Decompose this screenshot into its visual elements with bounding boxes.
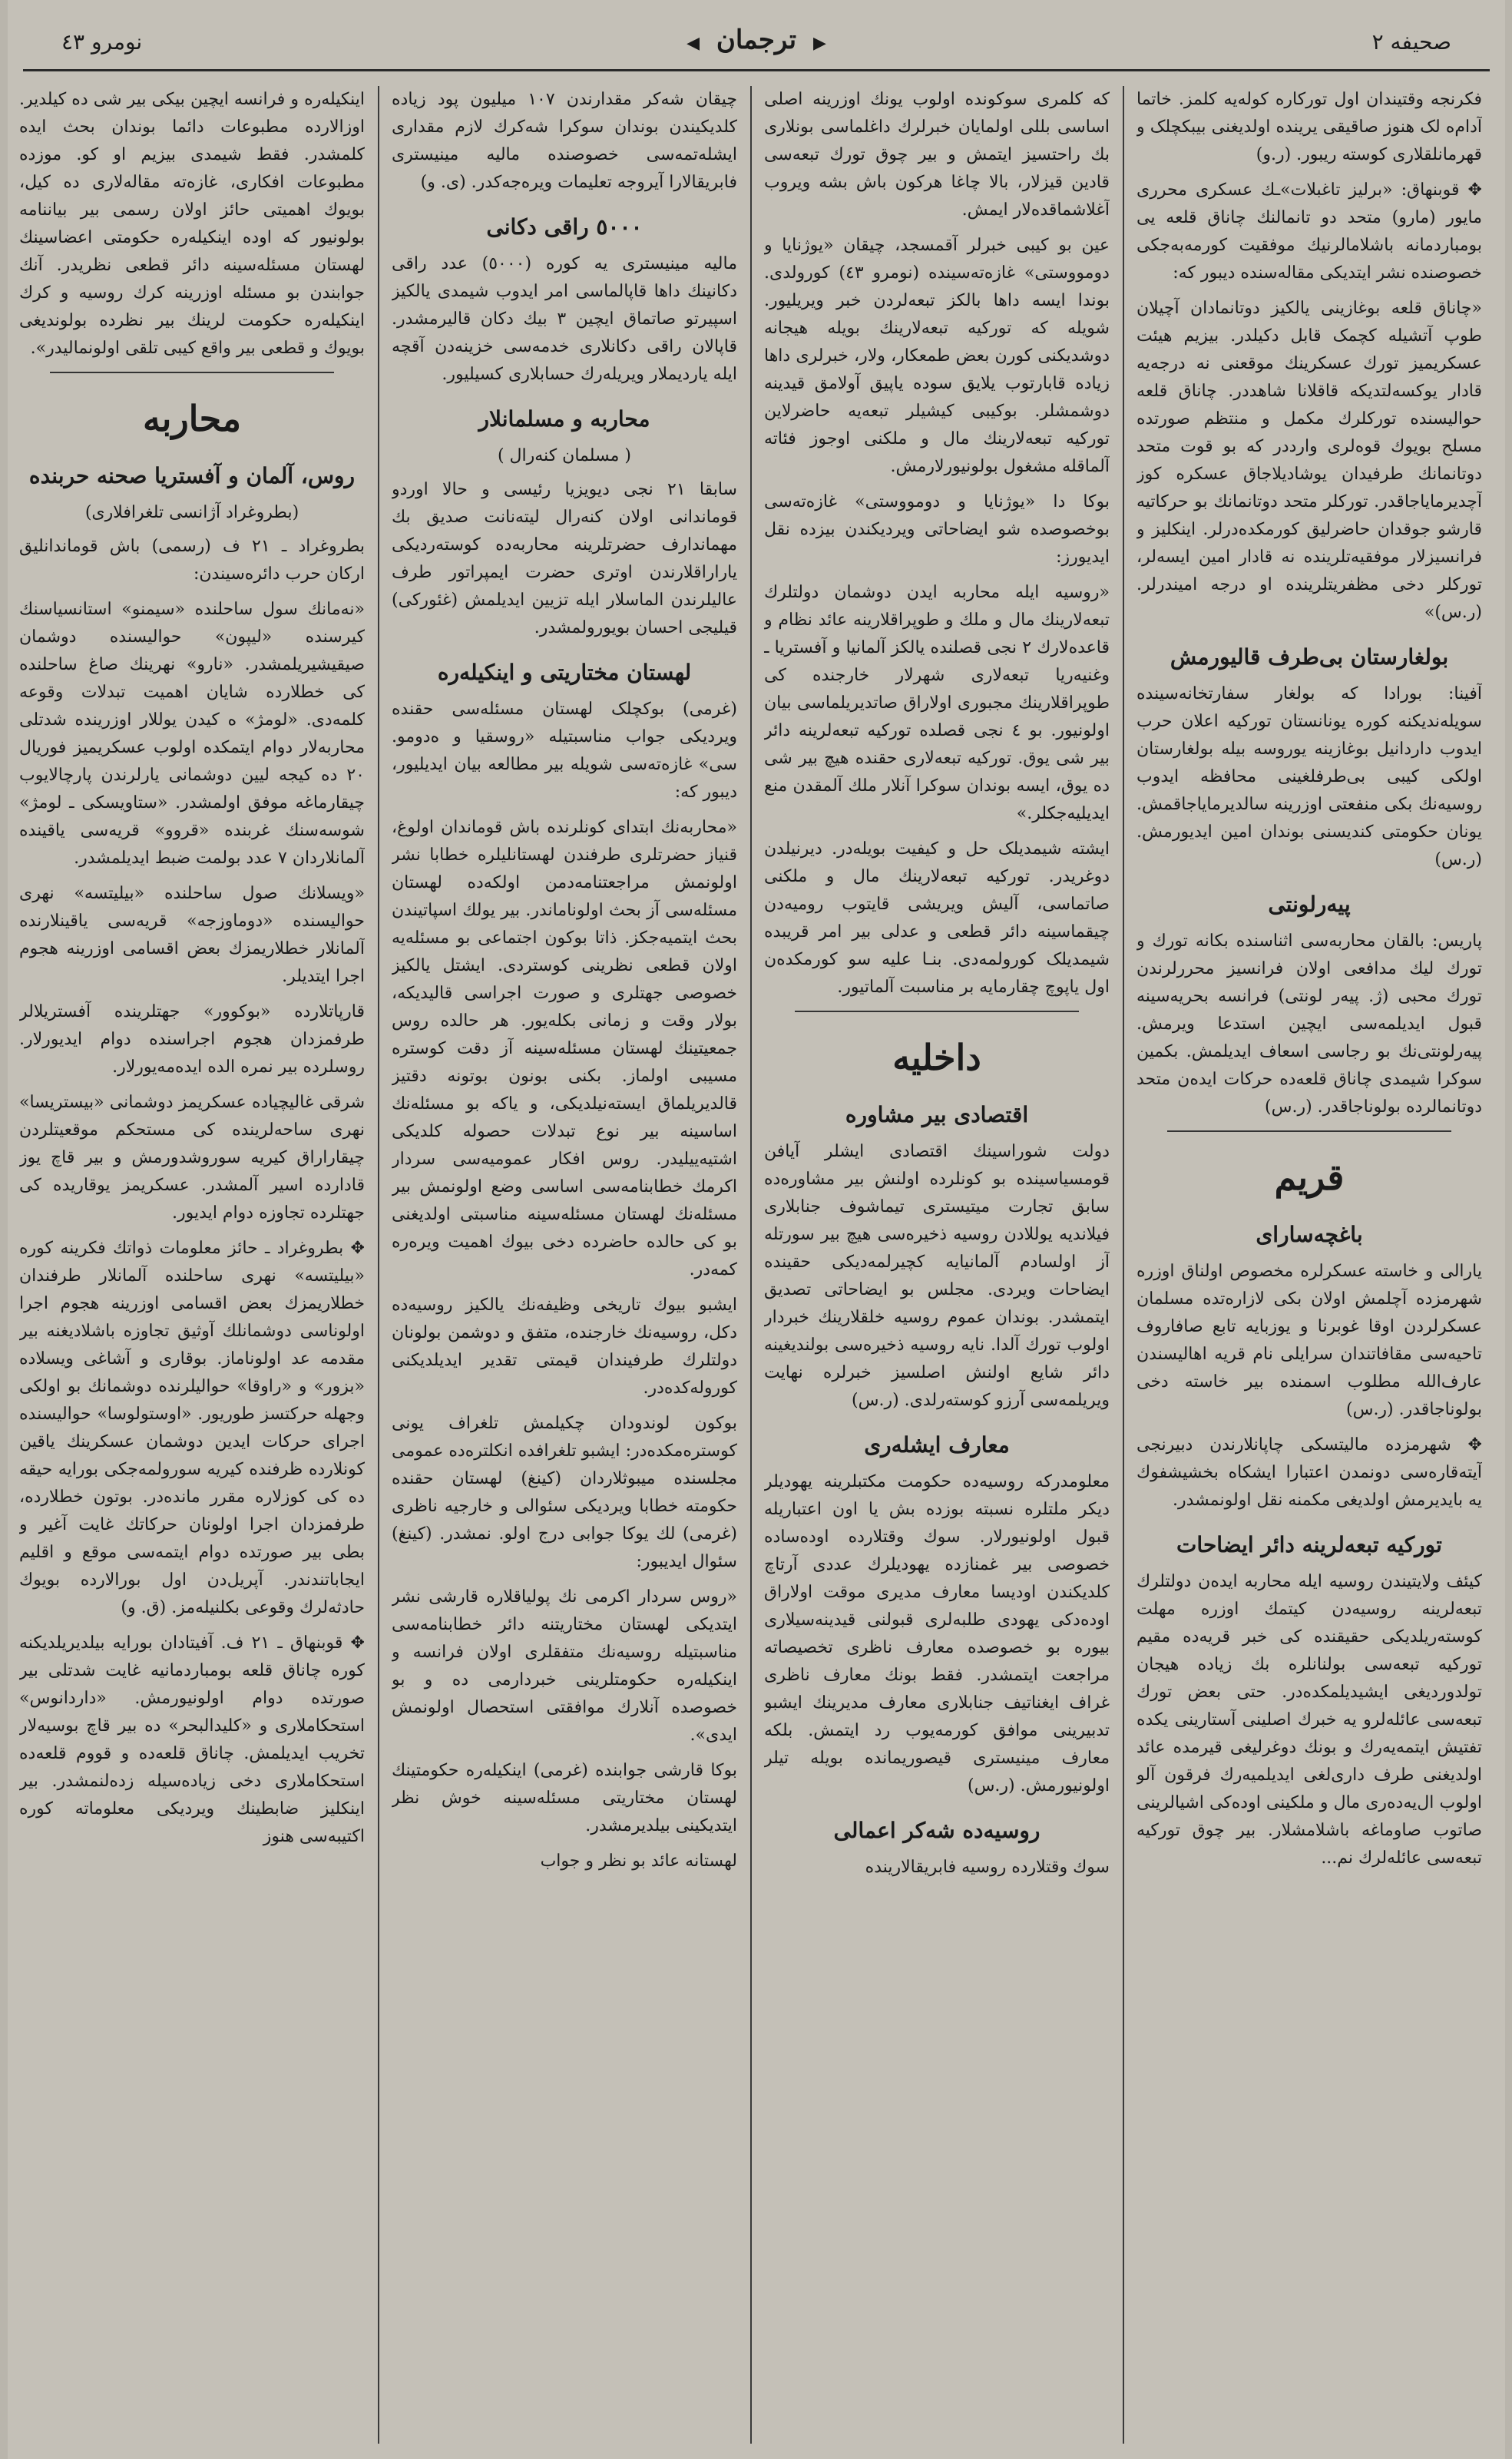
article-paragraph [1136,177,1482,287]
article-paragraph [392,1584,737,1749]
text: اقتصادی بیر مشاوره [845,1102,1029,1127]
text: بطروغراد ـ حائز معلومات ذواتك فکرینه کوره «بیلیتسه» نهری ساحلنده آلمانلار طرفندان خطلاریمزك بعض اقسامی اوزرینه هجوم اجرا اولوناسی دوشمانلك آوثیق تجاوزه باشلادیغنه بیر مقدمه عد اولوناماز. بوقاری و آشاغی ویسلاده «بزور» و «راوقا» حوالیلرنده دوشمانك بو اولکی وجهله حرکتسز طوریور. «اوستولوسا» حوالیسنده اجرای حرکات ایدین دوشمان عسکرینك یاقین کونلارده ظرفنده کیریه سورولمه‌جکی بورایه حیقه ده کی کوزلاره مقرر مانده‌در. بوتون خطلارده، طرفمزدان اجرا اولونان حرکاتك غایت آغیر و بطی بیر صورتده دوام ایتمه‌سی موقع و اقلیم ایجاباتندندر. آپریل‌دن اول بورالارده بویوك حادثه‌لرك وقوعی بکلنیله‌مز. (ق. و) [19,1239,365,1617]
text: ٥۰۰۰ راقی دکانی [486,214,643,240]
text: ایشبو بیوك تاریخی وظیفه‌نك یالکیز روسیه‌ده دکل، روسیه‌نك خارجنده، متفق و دوشمن بولونان دولتلرك طرفیندان قیمتی تقدیر ایدیلدیکنی کوروله‌کده‌در. [392,1296,737,1398]
text: بولغارستان بی‌طرف قالیورمش [1170,644,1449,670]
newspaper-page [8,0,1505,2459]
column-3 [392,86,737,2444]
text: یارالی و خاسته عسکرلره مخصوص اولناق اوزره شهرمزده آچلمش اولان بکی لازاره‌تده مسلمان عسکرلردن اوقا غوبرنا و یوزبایه تابع صافاروف تاحیه‌سی مقافاتندان سرایلی نام قریه اهالیسندن عارف‌الله مطلوب اسمنده بیر خاسته دخی بولوناجاقدر. (ر.س) [1136,1262,1482,1419]
article-headline [1136,888,1482,922]
text: قریم [1274,1157,1345,1198]
text: روسیه‌ده شه‌کر اعمالی [833,1818,1041,1843]
text: دولت شوراسینك اقتصادی ایشلر آیافن قومسیاسینده بو کونلرده اولنش بیر مشاوره‌ده سابق تجارت میتیستری تیماشوف جنابلاری فیلاندیه یوللادن روسیه ذخیره‌سی هیچ بیر سورتله آز اولسادم آلمانیایه کچیرلمه‌دیکی حقینده ایضاحات ویردی. مجلس بو ایضاحاتی تصدیق ایتمشدر. بوندان عموم روسیه خلقلارینك خبردار اولوب تورك آلدا. نایه روسیه ذخیره‌سی بولندیغینه دائر شایع اولنش اصلسیز خبرلره نهایت ویریلمه‌سی آرزو کوسته‌رلدی. (ر.س) [764,1142,1110,1410]
article-paragraph [19,1630,365,1851]
section-title [764,1031,1110,1084]
article-headline [392,402,737,436]
text: قارپاتلارده «بوکوور» جهتلرینده آفستریلالر طرفمزدان هجوم اجراسنده دوام ایدیورلار. روسلرده بیر نمره الده ایده‌مه‌یورلار. [19,1002,365,1077]
article-paragraph [392,1757,737,1840]
text: بوکون لوندودان چکیلمش تلغراف یونی کوستره‌مکده‌در: ایشبو تلغرافده انکلتره‌ده عمومی مجلسنده میبوثلاردان (کینغ) لهستان حقنده حکومته خطابا ویردیکی سئوالی و خارجیه ناظری (غرمی) لك یوکا جوابی درج اولو. نمشدر. (کینغ) سئوال ایدیبور: [392,1414,737,1571]
section-separator [1167,1130,1451,1132]
article-subheading [19,499,365,527]
text: که کلمری سوکونده اولوب یونك اوزرینه اصلی اساسی بللی اولمایان خبرلرك داغلماسی بونلاری بك راحتسیز ایتمش و بیر چوق تورك تبعه‌سی قادین قیزلار، بالا چاغا هرکون باش بشه ویروب آغلاشماقده‌لار ایمش. [764,90,1110,220]
text: عین بو کیبی خبرلر آقمسجد، چیقان «یوژنایا و دومووستی» غازه‌ته‌سینده (نومرو ٤۳) کورولدی. بوندا ایسه داها بالکز تبعه‌لردن خبر ویریلیور. شویله که تورکیه تبعه‌لارینك بویله هیجانه دوشدیکنی کورن بعض طمعکار، ولار، خبرلری داها زیاده قابارتوب یلایق سوده یاپیق آولامق قیدینه دوشمشلر. بوکیبی کیشیلر تبعه‌یه حاضرلاین تورکیه تبعه‌لارینك مال و ملکنی اوجوز فئاته آلماقله مشغول بولونیورلارمش. [764,236,1110,476]
column-1 [1136,86,1482,2444]
text: سابقا ۲۱ نجی دیویزیا رئیسی و حالا اوردو قوماندانی اولان کنه‌رال لیته‌نانت صدیق بك مهماندارف حضرتلرینه محاربه‌ده کوسته‌ردیکی یاراراقلارندن اوتری حضرت ایمپراتور طرف عالیلرندن الماسلار ایله تزیین ایدیلمش (غئورکی) قیلیجی احسان بویورولمشدر. [392,480,737,637]
article-paragraph [1136,1568,1482,1872]
issue-number: نومرو ٤۳ [61,29,143,55]
text: سوك وقتلارده روسیه فابریقالارینده [865,1858,1110,1877]
article-paragraph [392,250,737,389]
page-number: صحیفه ۲ [1371,29,1451,55]
bullet-star-icon: ✥ [1451,1435,1482,1455]
article-paragraph [764,232,1110,481]
article-paragraph [764,836,1110,1001]
article-paragraph [764,1138,1110,1415]
article-paragraph [392,1410,737,1576]
text: لهستان مختاریتی و اینکیله‌ره [437,660,692,685]
article-paragraph [764,1468,1110,1800]
article-paragraph [19,596,365,872]
column-divider [750,86,752,2444]
text: بوکا قارشی جوابنده (غرمی) اینکیله‌ره حکومتینك لهستان مختاریتی مسئله‌سینه خوش نظر ایتدیکینی بیلدیرمشدر. [392,1761,737,1835]
article-paragraph [19,880,365,991]
section-separator [50,372,334,373]
article-paragraph [764,579,1110,828]
article-paragraph [392,696,737,806]
article-paragraph [1136,680,1482,874]
article-paragraph [19,1089,365,1227]
text: محاربه [142,398,242,439]
article-subheading [392,442,737,470]
text: «نه‌مانك سول ساحلنده «سیمنو» استانسیاسنك کیرسنده «لیپون» حوالیسنده دوشمان صیقیشیریلمشدر. «نارو» نهرینك صاغ ساحلنده کی خطلارده شایان اهمیت تبدلات وقوعه کلمه‌دی. «لومژ» ه کیدن یوللار اوزرینده شدتلی محاربه‌لار دوام ایتمکده اولوب عسکریمیز فوریال ۲۰ ده کیجه لیین دوشمانی یارلرندن پارچالایوب چیقارماغه موفق اولمشدر. «ستاویسکی ـ لومژ» شوسه‌سنك غربنده «قروو» قریه‌سی یاقینده آلمانلاردان ۷ عدد بولمت ضبط ایدیلمشدر. [19,600,365,868]
article-paragraph [1136,1431,1482,1514]
article-headline [1136,1218,1482,1252]
text: آفینا: بورادا که بولغار سفارتخانه‌سینده سویله‌ندیکنه کوره یونانستان تورکیه اعلان حرب ایدوب داردانیل بوغازینه یوروسه بیله بولغارستان اولکی کیبی بی‌طرفلغینی محافظه ایدوب روسیه‌نك بکی منفعتی اوزرینه سالدیرمایاجاقمش. یونان حکومتی کندیسنی بوندان امین ایدیورمش. (ر.س) [1136,684,1482,869]
text: شرقی غالیچیاده عسکریمز دوشمانی «بیستریسا» نهری ساحه‌لرینده کی مستحکم موقعیتلردن چیقاراراق کیریه سوروشدورمش و بیر قاچ یوز قادارده اسیر آلمشدر. عسکریمز یوقاریده کی جهتلرده تجاوزه دوام ایدیور. [19,1093,365,1223]
article-paragraph [19,1235,365,1622]
text: شهرمزده مالیتسکی چاپانلارندن دبیرنجی آیته‌قاره‌سی دونمدن اعتبارا ایشکاه بخشیشفوك یه بایدیرمش اولدیغی مکمنه نقل اولونمشدر. [1136,1435,1482,1510]
text: پاریس: بالقان محاربه‌سی اثناسنده بکانه تورك و تورك لیك مدافعی اولان فرانسیز محررلرندن تورك محبی (ژ. پیه‌ر لونتی) فرانسه بحریه‌سینه قبول ایدیلمه‌سی ایچین استدعا ویرمش. پیه‌رلونتی‌نك بو رجاسی اسعاف ایدیلمش. بکمین سوکرا شیمدی چاناق قلعه‌ده حرکات ایده‌ن متحد دوتانمالرده بولوناجاقدر. (ر.س) [1136,932,1482,1117]
article-paragraph [19,86,365,362]
column-divider [378,86,379,2444]
column-4 [19,86,365,2444]
article-paragraph [19,998,365,1081]
text: بوکا دا «یوژنایا و دومووستی» غازه‌ته‌سی بوخصوصده شو ایضاحاتی ویردیکندن بیزده نقل ایدیورز: [764,492,1110,567]
text: پیه‌رلونتی [1268,892,1351,917]
article-paragraph [392,814,737,1284]
article-headline [1136,1528,1482,1562]
article-paragraph [392,476,737,642]
article-paragraph [764,86,1110,224]
column-2 [764,86,1110,2444]
text: قوبنهاق: «برلیز تاغبلات»ـك عسکری محرری مایور (مارو) متحد دو تانمالنك چاناق قلعه یی بومباردمانه باشلامالرنیك موفقیت کورمه‌به‌جکی خصوصنده نشر ایتدیکی مقاله‌سنده دیبور که: [1136,180,1482,283]
text: محاربه و مسلمانلار [478,406,650,432]
text: (غرمی) بوکچلک لهستان مسئله‌سی حقنده ویردیکی جواب مناسبتیله «روسقیا و ه‌دومو. سی» غازه‌ته‌سی شویله بیر مطالعه بیان ایدیلیور، دیبور که: [392,700,737,802]
section-title [1136,1150,1482,1204]
article-paragraph [1136,295,1482,627]
pointer-right-icon: ▶ [812,34,826,53]
column-divider [1123,86,1124,2444]
section-separator [795,1011,1079,1012]
article-headline [764,1098,1110,1132]
text: اینکیله‌ره و فرانسه ایچین بیکی بیر شی ده کیلدیر. اوزالارده مطبوعات دائما بوندان بحث ایده کلمشدر. فقط شیمدی بیزیم او کو. موزده مطبوعات افکاری، غازه‌ته مقاله‌لاری ده کیل، بویوك اهمیتی حائز اولان رسمی بیر بیاننامه بولونیور که اوده اینکیله‌ره حکومتی اعضاسینك لهستان مسئله‌سینه دائر قطعی نظریدر. آنك جوابندن بو مسئله اوزرینه کرك روسیه و کرك اینکیله‌ره حکومت لرینك بیر نظرده بولوندیغی بویوك و قطعی بیر واقع کیبی تلقی اولونمالیدر». [19,90,365,358]
text: معلومدرکه روسیه‌ده حکومت مکتبلرینه یهودیلر دیکر ملتلره نسبته بوزده بش یا اون اعتباریله قبول اولونیورلار. سوك وقتلارده اوده‌ساده خصوصی بیر غمنازده یهودیلرك عددی آرتاچ کلدیکندن اودیسا معارف مدیری موقت اولاراق اوده‌دکی یهودی طلبه‌لری قبولنی قیدینه‌سیلاری بیوره بو خصوصده معارف ناظری تخصیصاته مراجعت ایتمشدر. فقط بونك معارف ناظری غراف ایغناتیف جنابلاری معارف مدیرینك ایشبو تدبیرینی موافق کورمه‌یوب رد ایتمش. بلکه معارف مینیستری قیصوریمانده بویله تیلر اولونیورمش. (ر.س) [764,1472,1110,1795]
article-headline [764,1428,1110,1462]
article-paragraph [392,1848,737,1875]
article-headline [764,1814,1110,1848]
text: «چاناق قلعه بوغازینی یالکیز دوتانمادان آچیلان طوپ آتشیله کچمک قابل دکیلدر. بیزیم هیئت عسکریمیز تورك عسکرینك موقعنی نه درجه‌یه قادار یوکسه‌لتدیکه قاقلانا شاهددر. چاناق قلعه حوالیسنده تورکلرك مکمل و منتظم صورتده مسلح بویوك قوه‌لری وارددر که بو قوت متحد دوتانمانك طرفیدان یوشادیلاجاق عسکره کوز آچدیرمایاجاقدر. تورکلر متحد دوتانمانك بو حرکاتیه قارشو جوقدان حاضرلیق کورمکده‌درلر. اینکلیز و فرانسیزلار موفقیه‌تلرینده نه قادار امین ایسه‌لر، تورکلر دخی مظفریتلرینده او درجه امیندرلر. (ر.س)» [1136,299,1482,622]
text: معارف ایشله‌ری [864,1432,1010,1458]
bullet-star-icon: ✥ [342,1633,365,1653]
masthead [23,8,1490,71]
article-paragraph [19,533,365,588]
text: «ویسلانك صول ساحلنده «بیلیتسه» نهری حوالیسنده «دوماوزجه» قریه‌سی یاقینلارنده آلمانلار خطلاریمزك بعض اقسامی اوزرینه هجوم اجرا ایتدیلر. [19,884,365,986]
text: باغچه‌سارای [1256,1222,1363,1247]
article-headline [1136,640,1482,674]
article-paragraph [764,1854,1110,1881]
text: ایشته شیمدیلک حل و کیفیت بویله‌در. دیرنیلدن دوغریدر. تورکیه تبعه‌لارینك مال و ملکنی صاتماسی، آلیش ویریشی قایتوب رومیه‌دن چیقماسینه دائر قطعی و عدلی بیر امر قریبده شیمدیلک کورولمه‌دی. بنـا علیه سو کورمکده‌ن اول یاپوچ چقارمایه بر مناسبت آلماتیور. [764,839,1110,997]
article-paragraph [1136,86,1482,169]
pointer-left-icon: ◀ [687,34,700,53]
text: روس، آلمان و آفستریا صحنه حربنده [28,463,356,488]
text: مالیه مینیستری یه کوره (٥۰۰۰) عدد راقی دکانینك داها قاپالماسی امر ایدوب شیمدی یالکیز اسپیرتو صاتماق ایچین ۳ بیك دکان قالیرمشدر. قاپالان راقی دکانلاری خدمه‌سی خزینه‌دن آقچه ایله یاردیملار ویریله‌رك حسابلاری کسیلیور. [392,254,737,384]
section-title [19,392,365,445]
text: چیقان شه‌کر مقدارندن ۱۰۷ میلیون پود زیاده کلدیکیندن بوندان سوکرا شه‌کرك لازم مقداری ایشله‌تمه‌سی خصوصنده مالیه مینیستری فابریقالارا آیروجه تعلیمات ویره‌جه‌کدر. (ی. و) [392,90,737,192]
newspaper-title [23,25,1490,55]
text: فکرنجه وقتیندان اول تورکاره کوله‌یه کلمز. خاتما آدام‌ه لک هنوز صاقیقی یرینده اولدیغنی بیبکچلک و قهرمانلقلاری کوسته ریبور. (ر.و) [1136,90,1482,164]
text: قوبنهاق ـ ۲۱ ف. آفیتادان بورایه بیلدیریلدیکنه کوره چاناق قلعه بومباردمانیه غایت شدتلی بیر صورتده دوام اولونیورمش. «داردانوس» استحکاملاری و «کلیدالبحر» ده بیر قاچ بوسیه‌لار تخریب ایدیلمش. چاناق قلعه‌ده و قووم قلعه‌ده استحکاملاری دخی زیاده‌سیله زده‌لنمشدر. بیر اینکلیز ضابطینك ویردیکی معلوماته کوره اکتیبه‌سی هنوز [19,1633,365,1846]
text: ( مسلمان کنه‌رال ) [497,446,632,465]
article-paragraph [392,86,737,197]
text: داخلیه [892,1037,981,1078]
article-headline [19,459,365,493]
text: کیئف ولایتیندن روسیه ایله محاربه ایده‌ن دولتلرك تبعه‌لرینه روسیه‌دن کیتمك اوزره مهلت کوسته‌ریلدیکی حقیقنده کی خبر قریه‌ده مقیم تورکیه تبعه‌سی بولنانلره بك زیاده هیجان تولدوردیغی ایشیدیلمکده‌در. حتی بعض تورك تبعه‌سی عائله‌لرو یه خبرك اصلینی آستارینی یکده تفتیش ایتمه‌یه‌رك و بونك دوغرلیغی قیرمده عائد اولدیغنی طرف داری‌لغی ایدیلمیه‌رك فرقون آلو اولوب ال‌یه‌ده‌ری مال و ملکینی اوده‌کی اشیالرینی صاتوب صاوماغه باشلامشلار. بیر چوق تورکیه تبعه‌سی عائله‌لرك نم‌... [1136,1572,1482,1868]
article-paragraph [764,488,1110,571]
newspaper-name: ترجمان [716,25,797,55]
bullet-star-icon: ✥ [343,1239,365,1258]
text: بطروغراد ـ ۲۱ ف (رسمی) باش قوماندانلیق ارکان حرب دائره‌سیندن: [19,537,365,584]
text: «محاربه‌نك ابتدای کونلرنده باش قوماندان اولوغ، قنیاز حضرتلری طرفندن لهستانلیلره خطابا نشر اولونمش مراجعتنامه‌دمن اولکه‌ده لهستان مسئله‌سی آز بحث اولوناماندر. بیر یولك اسپاتیندن بحث ایتمیه‌جکز. ذاتا بوکون اجتماعی بو مسئله‌یه اولان قطعی نظرینی کوستردی. ایشتل یالکیز خصوصی جهتلری و صورت اجراسی قالیدیکه، بولار وقت و زمانی بکله‌یور. هر حالده روس جمعیتینك لهستان مسئله‌سینه آز دقت کوستره مسیبی اولماز. بکنی بونون بوتونه دقتیز قالدیریلماق ایسته‌نیلدیکی، و یاکه بو مسئله‌نك اساسینه بیر نوع تبدلات حصوله کلدیکی اشتیه‌ییلیدر. روس افکار عمومیه‌سی سردار اکرمك خطابنامه‌سی اساسی وضع اولونمش بیر مسئله‌نك لهستان مسئله‌سینه مناسبتی اولدیغنی بو کی حالده حاضرده دخی بیوك اهمیت ویره‌ره کمه‌در. [392,818,737,1279]
text: لهستانه عائد بو نظر و جواب [540,1852,737,1871]
bullet-star-icon: ✥ [1459,180,1482,200]
text: تورکیه تبعه‌لرینه دائر ایضاحات [1176,1532,1442,1557]
text: «روسیه ایله محاربه ایدن دوشمان دولتلرك تبعه‌لارینك مال و ملك و طوپراقلارینه عائد نظام و قاعده‌لارك ۲ نجی قصلنده یالکز آلمانیا و آفستریا ـ وغنیه‌ریا تبعه‌لاری شهرلار خارجنده کی طوپراقلارینك مجبوری اولاراق صاتدیریلماسی بیان اولونیور. بو ٤ نجی قصلده تورکیه تبعه‌لرینه دائر بیر شی یوق. تورکیه تبعه‌لاری حقنده هیچ بیر شی ده یوق، ایسه بوندان سوکرا آنلار ملك آلمقدن منع ایدیلیه‌جکلر.» [764,583,1110,823]
article-paragraph [1136,928,1482,1121]
article-paragraph [1136,1258,1482,1424]
article-headline [392,656,737,690]
text: «روس سردار اکرمی نك پولیاقلاره قارشی نشر ایتدیکی لهستان مختاریتنه دائر خطابنامه‌سی مناسبتیله روسیه‌نك متفقلری اولان فرانسه و اینکیله‌ره حکومتلرینی خبردارمی ده و بو خصوصده آنلارك موافقتی استحصال اولونمش ایدی». [392,1587,737,1745]
article-paragraph [392,1292,737,1402]
article-headline [392,210,737,244]
text: (بطروغراد آژانسی تلغرافلاری) [84,503,299,522]
